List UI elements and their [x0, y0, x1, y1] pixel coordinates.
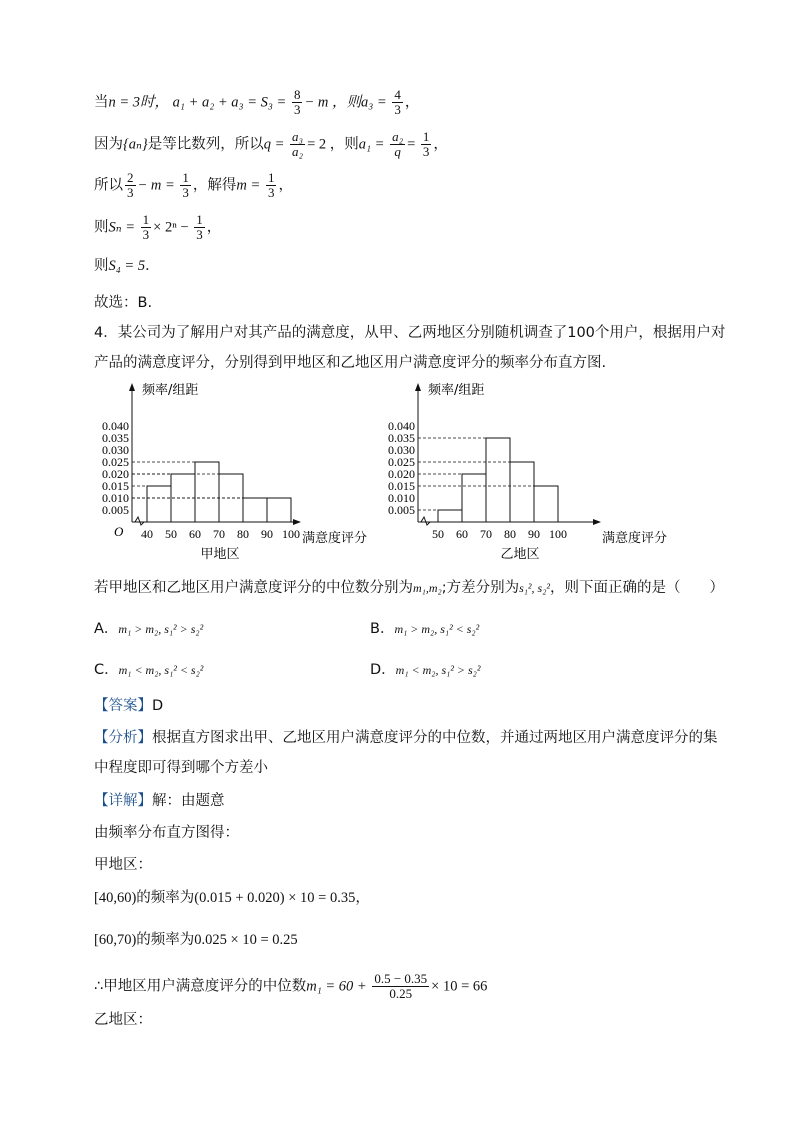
detail-line-2: 由频率分布直方图得： — [94, 825, 239, 841]
axis-break-mark — [135, 517, 144, 525]
analysis-tag: 【分析】 — [94, 730, 152, 746]
histogram-bar — [267, 498, 291, 522]
x-tick-label: 80 — [504, 527, 516, 541]
fraction: $\frac{2}{3}$ — [127, 170, 134, 200]
detail-line-6: ∴甲地区用户满意度评分的中位数m₁ = 60 + $\frac{0.5 - 0.35}{0.25}$ × 10 = 66 — [94, 971, 488, 1001]
fraction: $\frac{\text{a₃}}{\text{a₂}}$ — [292, 129, 304, 159]
analysis-line-2: 中程度即可得到哪个方差小 — [94, 760, 268, 776]
option-c[interactable]: C．m₁ < m₂, s₁² < s₂² — [94, 662, 204, 678]
x-tick-label: 50 — [165, 527, 177, 541]
fraction: $\frac{4}{3}$ — [394, 87, 401, 117]
histogram-jia — [94, 378, 384, 562]
line-4: 则Sₙ = $\frac{1}{3}$ × 2ⁿ − $\frac{1}{3}$ ， — [94, 212, 222, 242]
y-tick-label: 0.005 — [388, 503, 415, 517]
fraction: $\frac{1}{3}$ — [142, 212, 150, 242]
chart-title: 乙地区 — [500, 547, 540, 562]
y-tick-label: 0.025 — [102, 455, 129, 469]
x-tick-label: 100 — [549, 527, 567, 541]
answer-value: D — [152, 698, 164, 714]
histogram-bar — [510, 462, 534, 522]
x-tick-label: 90 — [528, 527, 540, 541]
chart-title: 甲地区 — [200, 547, 240, 562]
fraction: $\frac{\text{a₂}}{q}$ — [392, 129, 404, 159]
detail-line-3: 甲地区： — [94, 857, 152, 873]
y-tick-label: 0.040 — [102, 419, 129, 433]
fraction: $\frac{8}{3}$ — [293, 87, 301, 117]
histogram-bar — [147, 486, 171, 522]
text: 当 — [94, 94, 109, 111]
x-axis-label: 满意度评分 — [602, 531, 668, 546]
histogram-yi — [378, 378, 668, 562]
histogram-bar — [462, 474, 486, 522]
x-axis-arrow — [593, 519, 601, 525]
histogram-bar — [486, 438, 510, 522]
histogram-bar — [195, 462, 219, 522]
line-5: 则S₄ = 5． — [94, 258, 160, 274]
question-4-line-2: 产品的满意度评分，分别得到甲地区和乙地区用户满意度评分的频率分布直方图. — [94, 355, 607, 371]
option-a[interactable]: A．m₁ > m₂, s₁² > s₂² — [94, 621, 204, 637]
x-tick-label: 90 — [261, 527, 273, 541]
detail-line-1: 【详解】解：由题意 — [94, 793, 225, 809]
analysis-line-1: 【分析】根据直方图求出甲、乙地区用户满意度评分的中位数，并通过两地区用户满意度评分的集 — [94, 730, 718, 746]
detail-tag: 【详解】 — [94, 793, 152, 809]
y-tick-label: 0.010 — [102, 491, 129, 505]
y-tick-label: 0.010 — [388, 491, 415, 505]
axis-break-mark — [421, 517, 430, 525]
y-tick-label: 0.025 — [388, 455, 415, 469]
answer-line — [94, 696, 163, 716]
x-tick-label: 60 — [456, 527, 468, 541]
y-tick-label: 0.030 — [102, 443, 129, 457]
x-tick-label: 100 — [282, 527, 300, 541]
y-axis-arrow — [129, 383, 135, 391]
line-2: 因为{aₙ}是等比数列，所以q = $\frac{\text{a₃}}{\text{a₂}}$ = 2 ，则a₁ = $\frac{\text{a₂}}{q}$ = $\frac{1}{3}$ ， — [94, 129, 448, 159]
fraction: $\frac{1}{3}$ — [422, 129, 430, 159]
fraction: $\frac{0.5 - 0.35}{0.25}$ — [374, 971, 428, 1001]
line-1: 当n = 3时， a₁ + a₂ + a₃ = S₃ = $\frac{8}{3}$ − m ，则a₃ = $\frac{4}{3}$ ， — [94, 87, 420, 117]
answer-tag: 【答案】 — [94, 698, 152, 714]
y-tick-label: 0.035 — [102, 431, 129, 445]
y-axis-label: 频率/组距 — [142, 383, 199, 398]
y-tick-label: 0.035 — [388, 431, 415, 445]
histogram-bar — [438, 510, 462, 522]
y-tick-label: 0.005 — [102, 503, 129, 517]
y-tick-label: 0.040 — [388, 419, 415, 433]
histogram-bar — [243, 498, 267, 522]
x-tick-label: 70 — [213, 527, 225, 541]
fraction: $\frac{1}{3}$ — [196, 212, 203, 242]
x-tick-label: 50 — [432, 527, 444, 541]
line-3: 所以 $\frac{2}{3}$ − m = $\frac{1}{3}$ ，解得m = $\frac{1}{3}$ ， — [94, 170, 293, 200]
option-d[interactable]: D．m₁ < m₂, s₁² > s₂² — [370, 662, 481, 678]
choice-line: 故选：B. — [94, 295, 153, 311]
x-tick-label: 70 — [480, 527, 492, 541]
detail-line-7: 乙地区： — [94, 1012, 152, 1028]
question-4-line-1: 4．某公司为了解用户对其产品的满意度，从甲、乙两地区分别随机调查了100个用户，根据用户对 — [94, 325, 726, 341]
x-axis-label: 满意度评分 — [302, 531, 368, 546]
y-axis-arrow — [415, 383, 421, 391]
detail-line-5: [60,70)的频率为0.025 × 10 = 0.25 — [94, 932, 298, 948]
x-axis-arrow — [293, 519, 301, 525]
x-tick-label: 60 — [189, 527, 201, 541]
detail-line-4: [40,60)的频率为(0.015 + 0.020) × 10 = 0.35， — [94, 890, 370, 906]
question-4-stem: 若甲地区和乙地区用户满意度评分的中位数分别为m₁,m₂;方差分别为s₁², s₂²，则下面正确的是（ ） — [94, 580, 724, 596]
y-tick-label: 0.020 — [388, 467, 415, 481]
fraction: $\frac{1}{3}$ — [182, 170, 189, 200]
x-tick-label: 80 — [237, 527, 249, 541]
y-axis-label: 频率/组距 — [428, 383, 485, 398]
fraction: $\frac{1}{3}$ — [267, 170, 275, 200]
y-tick-label: 0.030 — [388, 443, 415, 457]
y-tick-label: 0.015 — [388, 479, 415, 493]
histogram-bar — [534, 486, 558, 522]
origin-label: O — [114, 524, 124, 539]
math: − m ，则a₃ = — [304, 94, 391, 111]
option-b[interactable]: B．m₁ > m₂, s₁² < s₂² — [370, 621, 480, 637]
y-tick-label: 0.015 — [102, 479, 129, 493]
y-tick-label: 0.020 — [102, 467, 129, 481]
math: n = 3时， a₁ + a₂ + a₃ = S₃ = — [108, 94, 290, 111]
x-tick-label: 40 — [141, 527, 153, 541]
